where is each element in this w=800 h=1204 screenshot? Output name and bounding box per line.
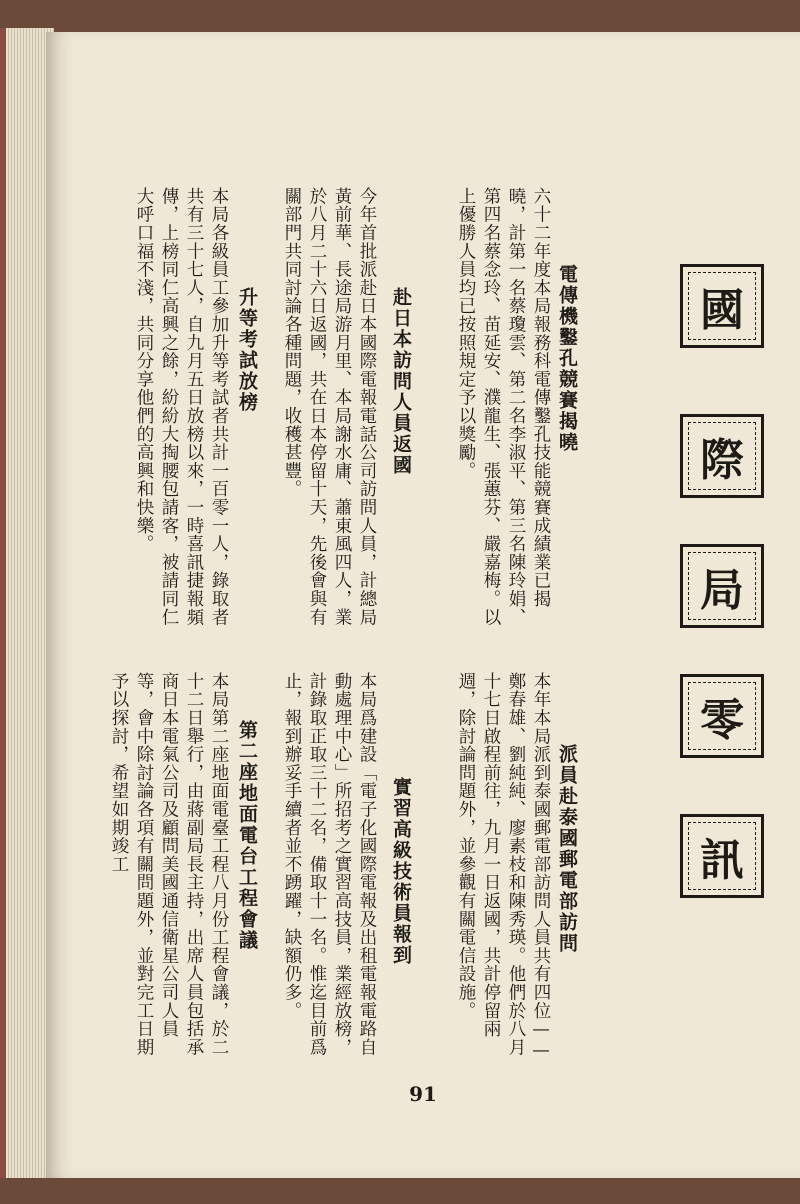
title-char: 零 <box>700 695 744 746</box>
title-char: 際 <box>700 435 744 486</box>
article-body: 今年首批派赴日本國際電報電話公司訪問人員，計總局黃前華、長途局游月里、本局謝水庸、蕭東風四人，業於八月二十六日返國，共在日本停留十天，先後會與有關部門共同討論各種問題，收穫甚豐。 <box>282 187 377 627</box>
article-heading: 派員赴泰國郵電部訪問 <box>556 744 578 954</box>
article-heading: 電傳機鑿孔競賽揭曉 <box>556 264 578 453</box>
article-body: 六十二年度本局報務科電傳鑿孔技能競賽成績業已揭曉，計第一名蔡瓊雲、第二名李淑平、第三名陳玲娟、第四名蔡念玲、苗延安、濮龍生、張蕙芬、嚴嘉梅。以上優勝人員均已按照規定予以獎勵。 <box>456 187 551 627</box>
article-body: 本局各級員工參加升等考試者共計一百零一人，錄取者共有三十七人，自九月五日放榜以來，一時喜訊捷報頻傳，上榜同仁高興之餘，紛紛大掏腰包請客，被請同仁大呼口福不淺，共同分享他們的高興和快樂。 <box>134 187 229 627</box>
article-heading: 升等考試放榜 <box>236 287 258 413</box>
title-char: 局 <box>700 565 744 616</box>
title-box <box>680 264 764 348</box>
title-box <box>680 674 764 758</box>
document-page <box>46 32 800 1178</box>
page-number: 91 <box>409 1082 437 1106</box>
article-heading: 赴日本訪問人員返國 <box>390 287 412 476</box>
article-body: 本年本局派到泰國郵電部訪問人員共有四位——鄭春雄、劉純純、廖素枝和陳秀瑛。他們於八月十七日啟程前往，九月一日返國，共計停留兩週，除討論問題外，並參觀有關電信設施。 <box>456 672 551 1062</box>
article-heading: 實習高級技術員報到 <box>390 777 412 966</box>
title-char: 訊 <box>700 835 744 886</box>
article-body: 本局第二座地面電臺工程八月份工程會議，於二十二日舉行，由蔣副局長主持，出席人員包括承商日本電氣公司及顧問美國通信衛星公司人員等，會中除討論各項有關問題外，並對完工日期予以探討，希望如期竣工 <box>109 672 229 1057</box>
title-char: 國 <box>700 285 744 336</box>
article-body: 本局爲建設「電子化國際電報及出租電報電路自動處理中心」所招考之實習高技員，業經放榜，計錄取正取三十二名，備取十一名。惟迄目前爲止，報到辦妥手續者並不踴躍，缺額仍多。 <box>282 672 377 1057</box>
title-box <box>680 414 764 498</box>
title-box <box>680 814 764 898</box>
title-box <box>680 544 764 628</box>
article-heading: 第二座地面電台工程會議 <box>236 720 258 951</box>
